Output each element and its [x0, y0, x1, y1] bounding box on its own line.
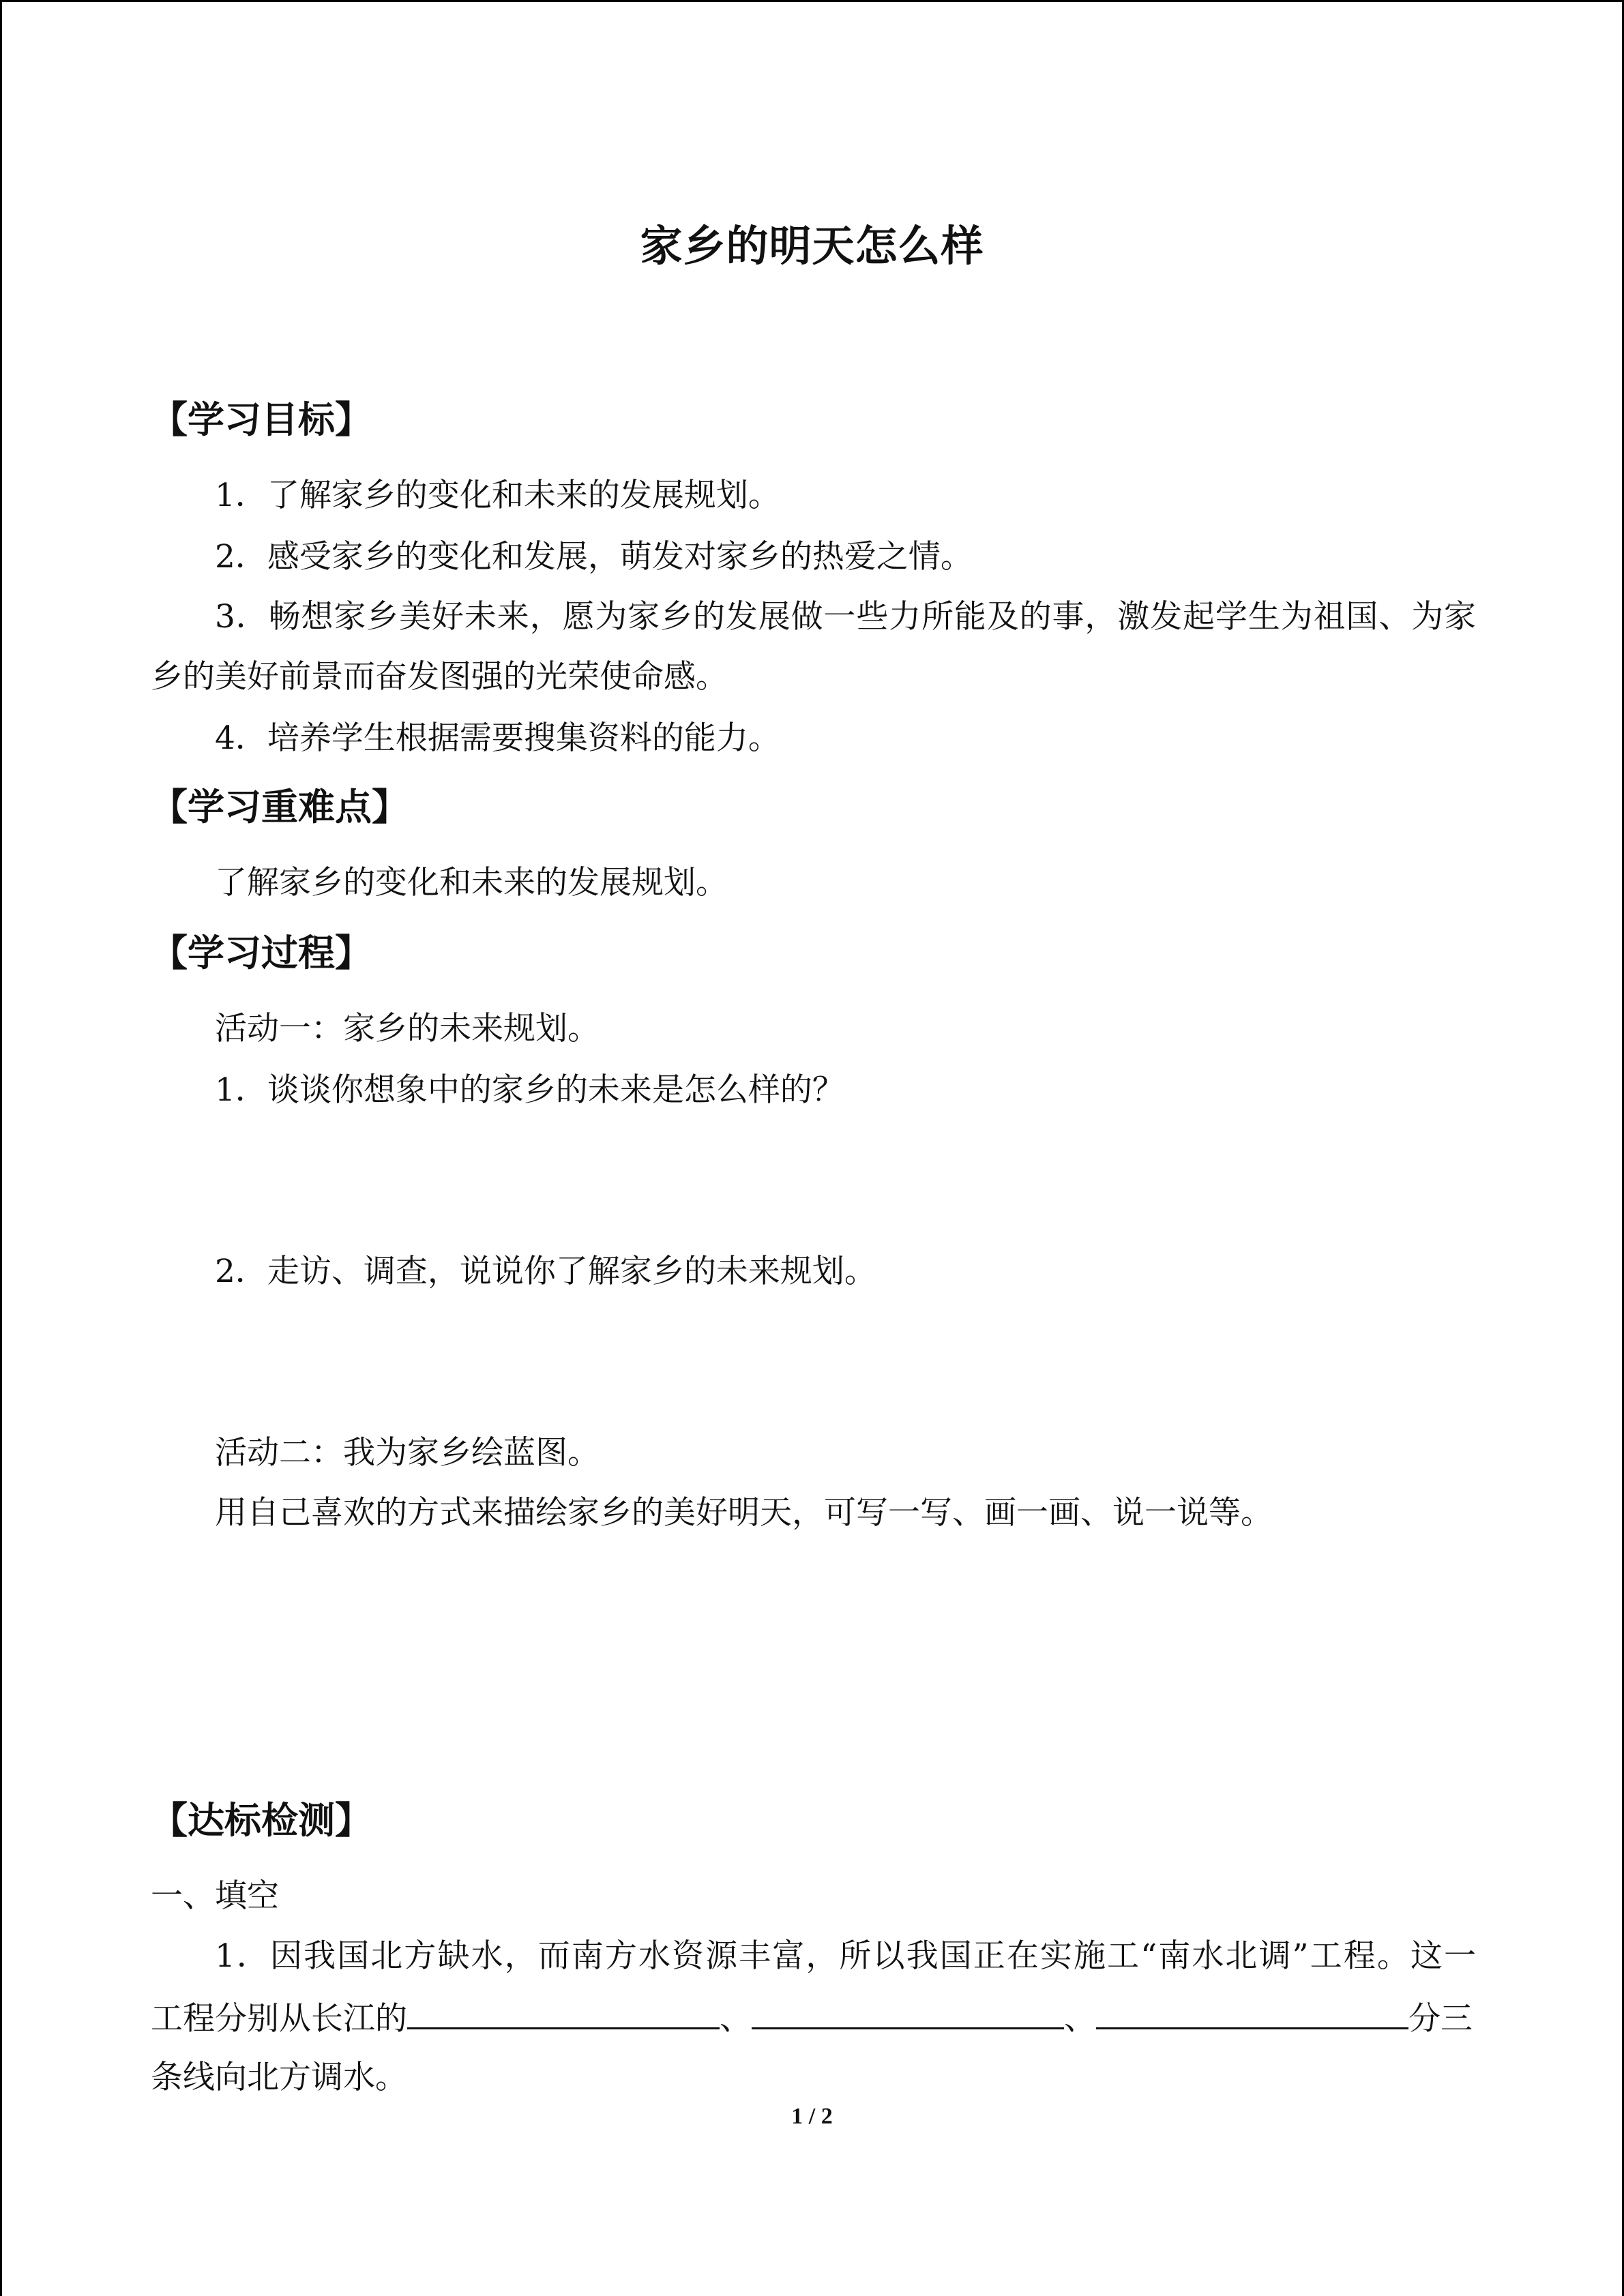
goal-item-2: 2．感受家乡的变化和发展，萌发对家乡的热爱之情。: [215, 538, 973, 576]
answer-blank-2[interactable]: [752, 1997, 1064, 2029]
section-heading-key-points: 【学习重难点】: [151, 785, 409, 829]
test-question-1-line-3: 条线向北方调水。: [151, 2059, 407, 2096]
goal-item-3-line-1: 3．畅想家乡美好未来，愿为家乡的发展做一些力所能及的事，激发起学生为祖国、为家: [215, 598, 1476, 636]
activity-2-text: 用自己喜欢的方式来描绘家乡的美好明天，可写一写、画一画、说一说等。: [215, 1494, 1273, 1532]
blank-separator-2: 、: [1064, 2000, 1096, 2038]
goal-item-4: 4．培养学生根据需要搜集资料的能力。: [215, 719, 780, 757]
activity-1-question-2: 2．走访、调查，说说你了解家乡的未来规划。: [215, 1253, 876, 1290]
question-1-suffix: 分三: [1408, 2000, 1473, 2038]
activity-1-question-1: 1．谈谈你想象中的家乡的未来是怎么样的？: [215, 1071, 844, 1109]
key-points-text: 了解家乡的变化和未来的发展规划。: [215, 864, 728, 901]
section-heading-test: 【达标检测】: [151, 1798, 372, 1842]
activity-1-title: 活动一：家乡的未来规划。: [215, 1010, 600, 1047]
answer-blank-3[interactable]: [1096, 1997, 1408, 2029]
activity-2-title: 活动二：我为家乡绘蓝图。: [215, 1434, 600, 1472]
blank-separator-1: 、: [720, 2000, 752, 2038]
test-question-1-line-2: [151, 1997, 1473, 2040]
page-number: 1 / 2: [791, 2104, 833, 2129]
page-title: 家乡的明天怎么样: [640, 221, 984, 271]
test-part-1-title: 一、填空: [151, 1877, 279, 1915]
question-1-prefix: 工程分别从长江的: [151, 2000, 407, 2038]
section-heading-process: 【学习过程】: [151, 931, 372, 974]
section-heading-goals: 【学习目标】: [151, 398, 372, 441]
goal-item-1: 1．了解家乡的变化和未来的发展规划。: [215, 477, 780, 514]
answer-blank-1[interactable]: [407, 1997, 720, 2029]
goal-item-3-line-2: 乡的美好前景而奋发图强的光荣使命感。: [151, 658, 728, 696]
test-question-1-line-1: 1．因我国北方缺水，而南方水资源丰富，所以我国正在实施工“南水北调”工程。这一: [215, 1937, 1476, 1975]
